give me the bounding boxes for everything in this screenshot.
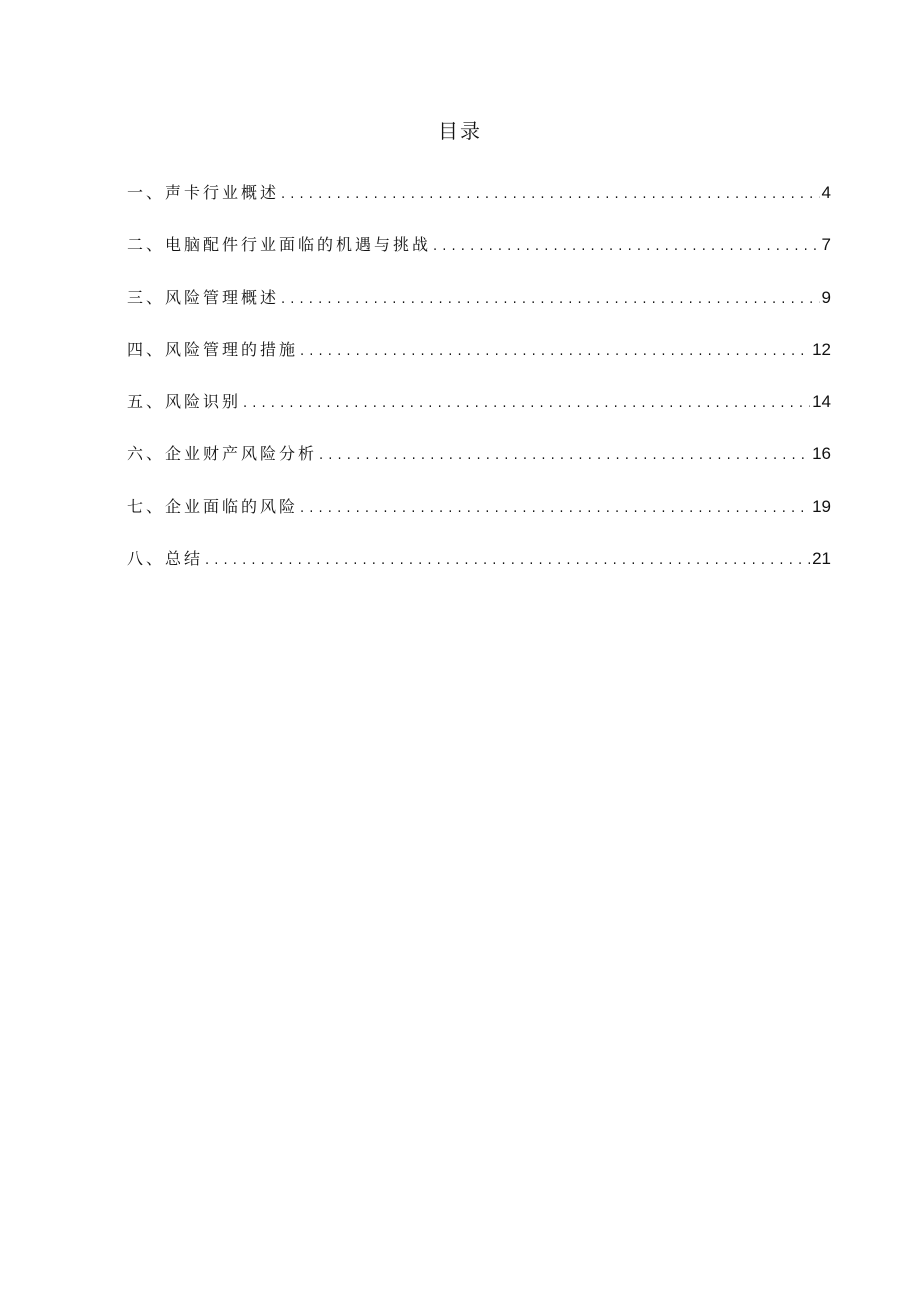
toc-entry-page-number: 12 (812, 339, 831, 359)
toc-entry-page-number: 16 (812, 444, 831, 464)
toc-entry[interactable] (127, 230, 831, 282)
toc-entry[interactable] (127, 544, 831, 596)
toc-entry[interactable] (127, 178, 831, 230)
toc-dot-leader (319, 439, 810, 471)
toc-entry[interactable] (127, 335, 831, 387)
toc-entry-page-number: 19 (812, 496, 831, 516)
toc-dot-leader (281, 178, 820, 210)
toc-dot-leader (433, 230, 820, 262)
toc-entry-page-number: 21 (812, 549, 831, 569)
toc-entry-page-number: 14 (812, 392, 831, 412)
toc-entry-label: 三、风险管理概述 (127, 287, 280, 307)
toc-list (127, 178, 831, 596)
toc-entry[interactable] (127, 283, 831, 335)
toc-dot-leader (281, 283, 820, 315)
toc-entry-label: 四、风险管理的措施 (127, 339, 299, 359)
toc-title: 目录 (438, 119, 482, 143)
toc-entry[interactable] (127, 387, 831, 439)
toc-dot-leader (300, 335, 810, 367)
toc-entry-label: 一、声卡行业概述 (127, 183, 280, 202)
toc-dot-leader (205, 544, 810, 576)
toc-entry-page-number: 4 (821, 183, 831, 202)
toc-dot-leader (300, 492, 810, 524)
toc-entry-label: 八、总结 (127, 549, 204, 569)
toc-entry-label: 二、电脑配件行业面临的机遇与挑战 (127, 235, 432, 255)
toc-entry-page-number: 9 (821, 287, 831, 307)
toc-entry[interactable] (127, 439, 831, 491)
toc-entry-label: 五、风险识别 (127, 392, 242, 412)
toc-entry-label: 六、企业财产风险分析 (127, 444, 318, 464)
toc-dot-leader (243, 387, 810, 419)
toc-entry-label: 七、企业面临的风险 (127, 496, 299, 516)
toc-entry-page-number: 7 (821, 235, 831, 255)
toc-entry[interactable] (127, 492, 831, 544)
